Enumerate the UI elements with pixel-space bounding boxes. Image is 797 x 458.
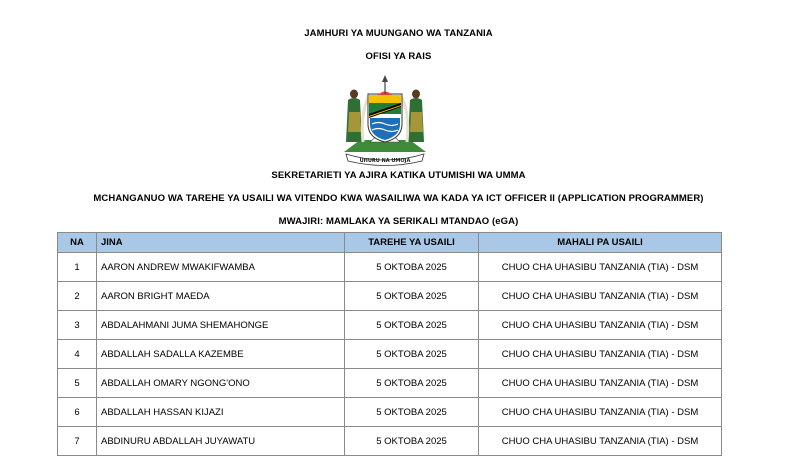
cell-mahali: CHUO CHA UHASIBU TANZANIA (TIA) - DSM <box>479 398 722 427</box>
cell-mahali: CHUO CHA UHASIBU TANZANIA (TIA) - DSM <box>479 282 722 311</box>
table-row <box>58 253 722 282</box>
cell-tarehe: 5 OKTOBA 2025 <box>345 311 479 340</box>
cell-jina: AARON ANDREW MWAKIFWAMBA <box>97 253 345 282</box>
cell-na: 2 <box>58 282 97 311</box>
document-title: MCHANGANUO WA TAREHE YA USAILI WA VITENDO KWA WASAILIWA WA KADA YA ICT OFFICER II (APPLICATION PROGRAMMER) <box>93 193 704 204</box>
column-header-na: NA <box>58 233 97 253</box>
cell-na: 3 <box>58 311 97 340</box>
table-row <box>58 311 722 340</box>
cell-tarehe: 5 OKTOBA 2025 <box>345 369 479 398</box>
table-row <box>58 282 722 311</box>
column-header-jina: JINA <box>97 233 345 253</box>
cell-mahali: CHUO CHA UHASIBU TANZANIA (TIA) - DSM <box>479 340 722 369</box>
cell-jina: ABDALLAH SADALLA KAZEMBE <box>97 340 345 369</box>
candidates-table <box>57 232 722 456</box>
cell-jina: ABDALLAH OMARY NGONG'ONO <box>97 369 345 398</box>
secretariat-title: SEKRETARIETI YA AJIRA KATIKA UTUMISHI WA UMMA <box>271 170 526 181</box>
table-row <box>58 398 722 427</box>
cell-mahali: CHUO CHA UHASIBU TANZANIA (TIA) - DSM <box>479 427 722 456</box>
cell-na: 5 <box>58 369 97 398</box>
cell-na: 1 <box>58 253 97 282</box>
column-header-mahali: MAHALI PA USAILI <box>479 233 722 253</box>
cell-tarehe: 5 OKTOBA 2025 <box>345 340 479 369</box>
cell-tarehe: 5 OKTOBA 2025 <box>345 427 479 456</box>
column-header-tarehe: TAREHE YA USAILI <box>345 233 479 253</box>
table-row <box>58 369 722 398</box>
cell-tarehe: 5 OKTOBA 2025 <box>345 398 479 427</box>
table-header-row <box>58 233 722 253</box>
cell-na: 4 <box>58 340 97 369</box>
cell-tarehe: 5 OKTOBA 2025 <box>345 253 479 282</box>
cell-tarehe: 5 OKTOBA 2025 <box>345 282 479 311</box>
emblem-motto: UHURU NA UMOJA <box>359 158 411 164</box>
table-row <box>58 427 722 456</box>
cell-na: 6 <box>58 398 97 427</box>
tanzania-coat-of-arms-icon <box>330 72 440 167</box>
cell-jina: ABDALAHMANI JUMA SHEMAHONGE <box>97 311 345 340</box>
cell-mahali: CHUO CHA UHASIBU TANZANIA (TIA) - DSM <box>479 253 722 282</box>
cell-jina: AARON BRIGHT MAEDA <box>97 282 345 311</box>
office-title: OFISI YA RAIS <box>365 51 432 62</box>
cell-jina: ABDINURU ABDALLAH JUYAWATU <box>97 427 345 456</box>
employer-title: MWAJIRI: MAMLAKA YA SERIKALI MTANDAO (eGA) <box>278 216 519 227</box>
table-row <box>58 340 722 369</box>
cell-jina: ABDALLAH HASSAN KIJAZI <box>97 398 345 427</box>
country-title: JAMHURI YA MUUNGANO WA TANZANIA <box>304 28 493 39</box>
cell-mahali: CHUO CHA UHASIBU TANZANIA (TIA) - DSM <box>479 369 722 398</box>
cell-mahali: CHUO CHA UHASIBU TANZANIA (TIA) - DSM <box>479 311 722 340</box>
cell-na: 7 <box>58 427 97 456</box>
